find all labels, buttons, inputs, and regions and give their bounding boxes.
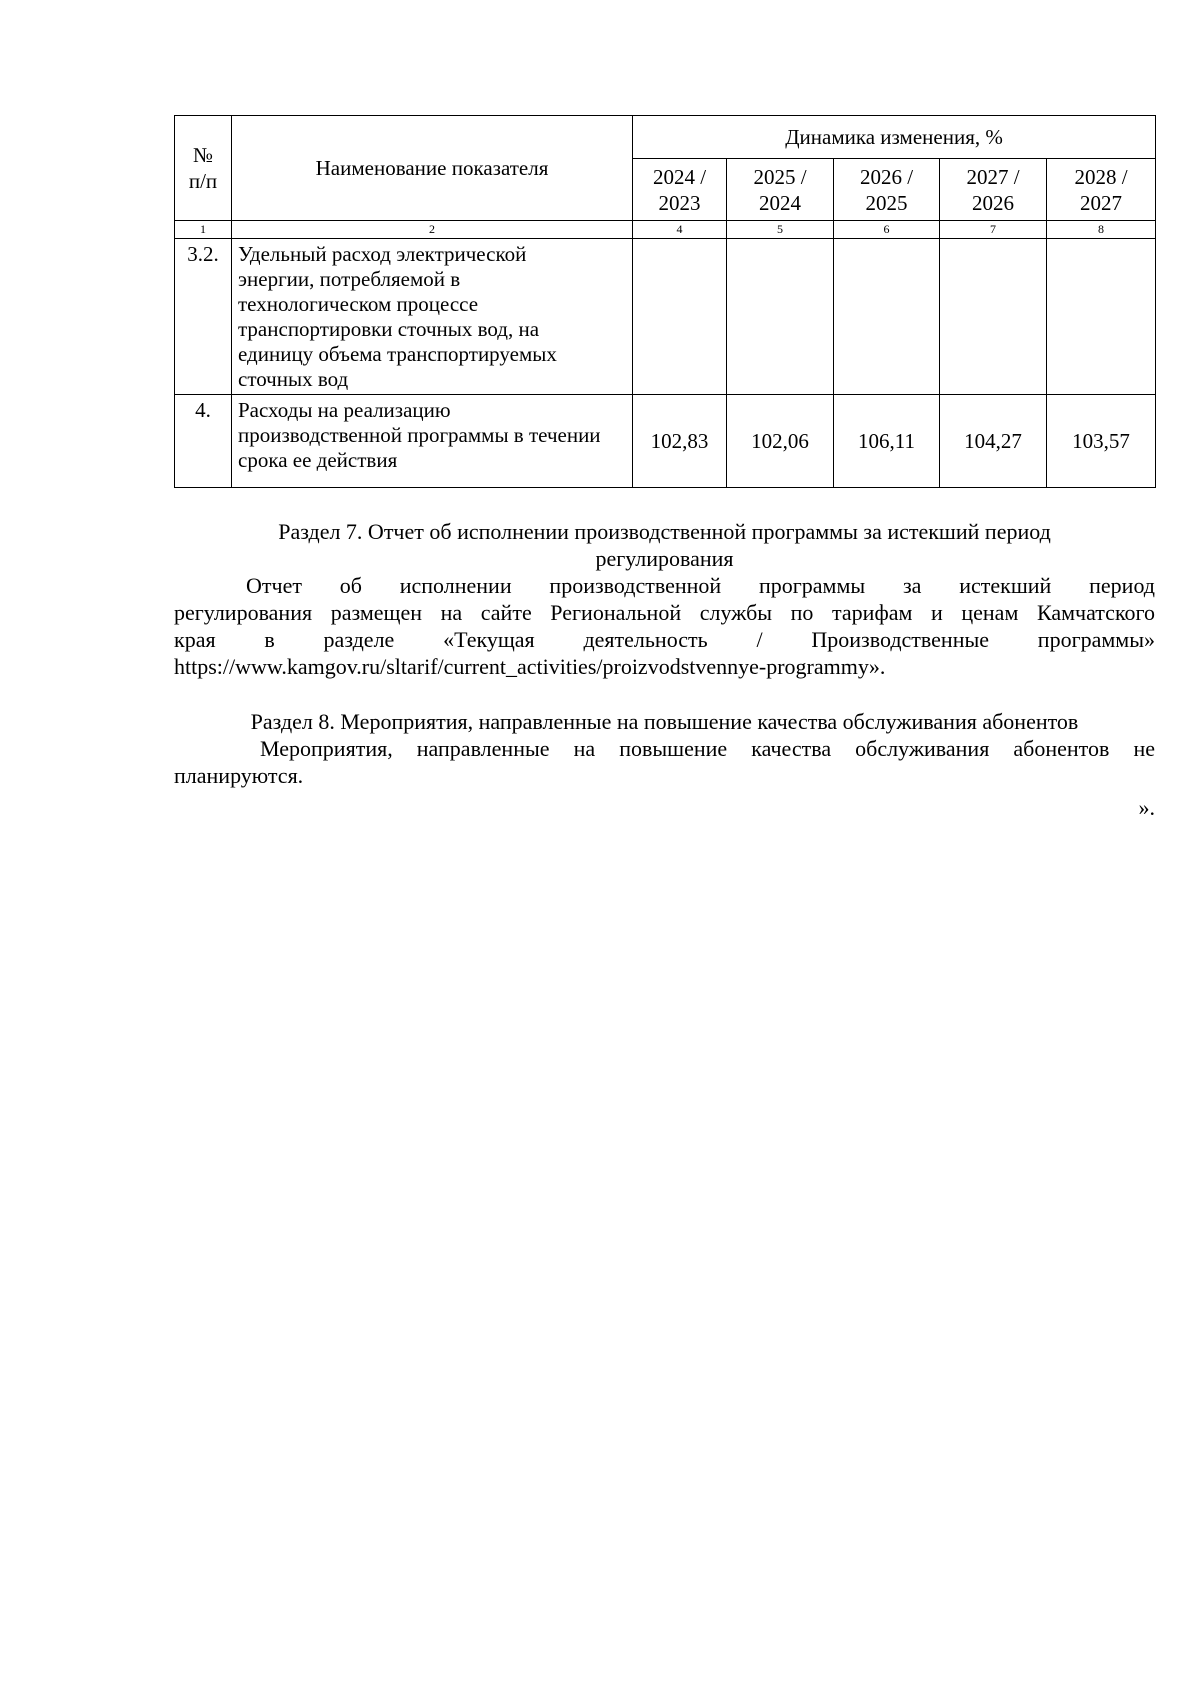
- year-header-line1: 2026 /: [859, 164, 914, 189]
- year-header-line2: 2023: [658, 190, 701, 215]
- section-8-text-line: Мероприятия, направленные на повышение качества обслуживания абонентов не: [260, 736, 1155, 761]
- row-value: [727, 239, 834, 395]
- year-header: [940, 159, 1047, 221]
- indicator-name-line: Расходы на реализацию: [238, 398, 451, 422]
- indicator-name-line: технологическом процессе: [238, 292, 479, 316]
- indicators-table: [174, 115, 1156, 488]
- section-7-text: [174, 572, 1155, 680]
- year-header-line1: 2028 /: [1074, 164, 1128, 189]
- section-7: [174, 518, 1155, 680]
- row-value: 102,83: [633, 395, 727, 488]
- year-header-line1: 2027 /: [966, 164, 1020, 189]
- row-value: [633, 239, 727, 395]
- section-8-text: [174, 735, 1155, 789]
- year-header: [633, 159, 727, 221]
- year-header-line1: 2024 /: [652, 164, 707, 189]
- col-no-header: [175, 116, 232, 221]
- row-indicator-name: [232, 239, 633, 395]
- section-7-link-text[interactable]: https://www.kamgov.ru/sltarif/current_activities/proizvodstvennye-programmy».: [174, 654, 886, 679]
- column-number: 5: [727, 221, 834, 239]
- row-value: 103,57: [1047, 395, 1156, 488]
- col-no-header-line2: п/п: [188, 169, 218, 193]
- column-number: 4: [633, 221, 727, 239]
- indicator-name-line: сточных вод: [238, 367, 349, 391]
- year-header-line2: 2025: [865, 190, 908, 215]
- table-row: [175, 239, 1156, 395]
- table-row: [175, 395, 1156, 488]
- column-number: 6: [834, 221, 940, 239]
- section-7-text-line: Отчет об исполнении производственной программы за истекший период: [246, 573, 1155, 598]
- column-numbers-row: [175, 221, 1156, 239]
- indicator-name-line: производственной программы в течении: [238, 423, 601, 447]
- row-number: 3.2.: [175, 239, 232, 395]
- table-header-row-1: [175, 116, 1156, 159]
- indicator-name-line: энергии, потребляемой в: [238, 267, 461, 291]
- column-number: 7: [940, 221, 1047, 239]
- section-7-title-line: Раздел 7. Отчет об исполнении производственной программы за истекший период: [278, 519, 1051, 544]
- row-number: 4.: [175, 395, 232, 488]
- column-number: 8: [1047, 221, 1156, 239]
- row-value: 104,27: [940, 395, 1047, 488]
- year-header-line1: 2025 /: [753, 164, 807, 189]
- closing-quote-mark: ».: [1138, 795, 1155, 820]
- year-header-line2: 2026: [972, 190, 1014, 215]
- column-number: 2: [232, 221, 633, 239]
- year-header-line2: 2027: [1080, 190, 1123, 215]
- year-header: [1047, 159, 1156, 221]
- indicator-name-line: срока ее действия: [238, 448, 398, 472]
- dynamics-header-text: Динамика изменения, %: [785, 125, 1003, 149]
- row-value: [834, 239, 940, 395]
- row-value: [1047, 239, 1156, 395]
- col-name-header: [232, 116, 633, 221]
- section-7-text-line: регулирования размещен на сайте Региональной службы по тарифам и ценам Камчатского: [174, 600, 1155, 625]
- indicator-name-line: транспортировки сточных вод, на: [238, 317, 540, 341]
- section-7-title-line: регулирования: [595, 546, 734, 571]
- col-no-header-line1: №: [192, 143, 214, 167]
- column-number: 1: [175, 221, 232, 239]
- section-8-text-line: планируются.: [174, 763, 304, 788]
- year-header: [727, 159, 834, 221]
- row-value: 106,11: [834, 395, 940, 488]
- document-page: [174, 115, 1155, 821]
- indicator-name-line: Удельный расход электрической: [238, 242, 527, 266]
- section-8: [174, 708, 1155, 789]
- dynamics-header: [633, 116, 1156, 159]
- row-value: 102,06: [727, 395, 834, 488]
- year-header: [834, 159, 940, 221]
- col-name-header-text: Наименование показателя: [315, 156, 549, 180]
- year-header-line2: 2024: [759, 190, 801, 215]
- indicator-name-line: единицу объема транспортируемых: [238, 342, 557, 366]
- row-value: [940, 239, 1047, 395]
- section-7-text-line: края в разделе «Текущая деятельность / Производственные программы»: [174, 627, 1155, 652]
- section-7-title: [174, 518, 1155, 572]
- section-8-title: Раздел 8. Мероприятия, направленные на повышение качества обслуживания абонентов: [250, 709, 1079, 734]
- row-indicator-name: [232, 395, 633, 488]
